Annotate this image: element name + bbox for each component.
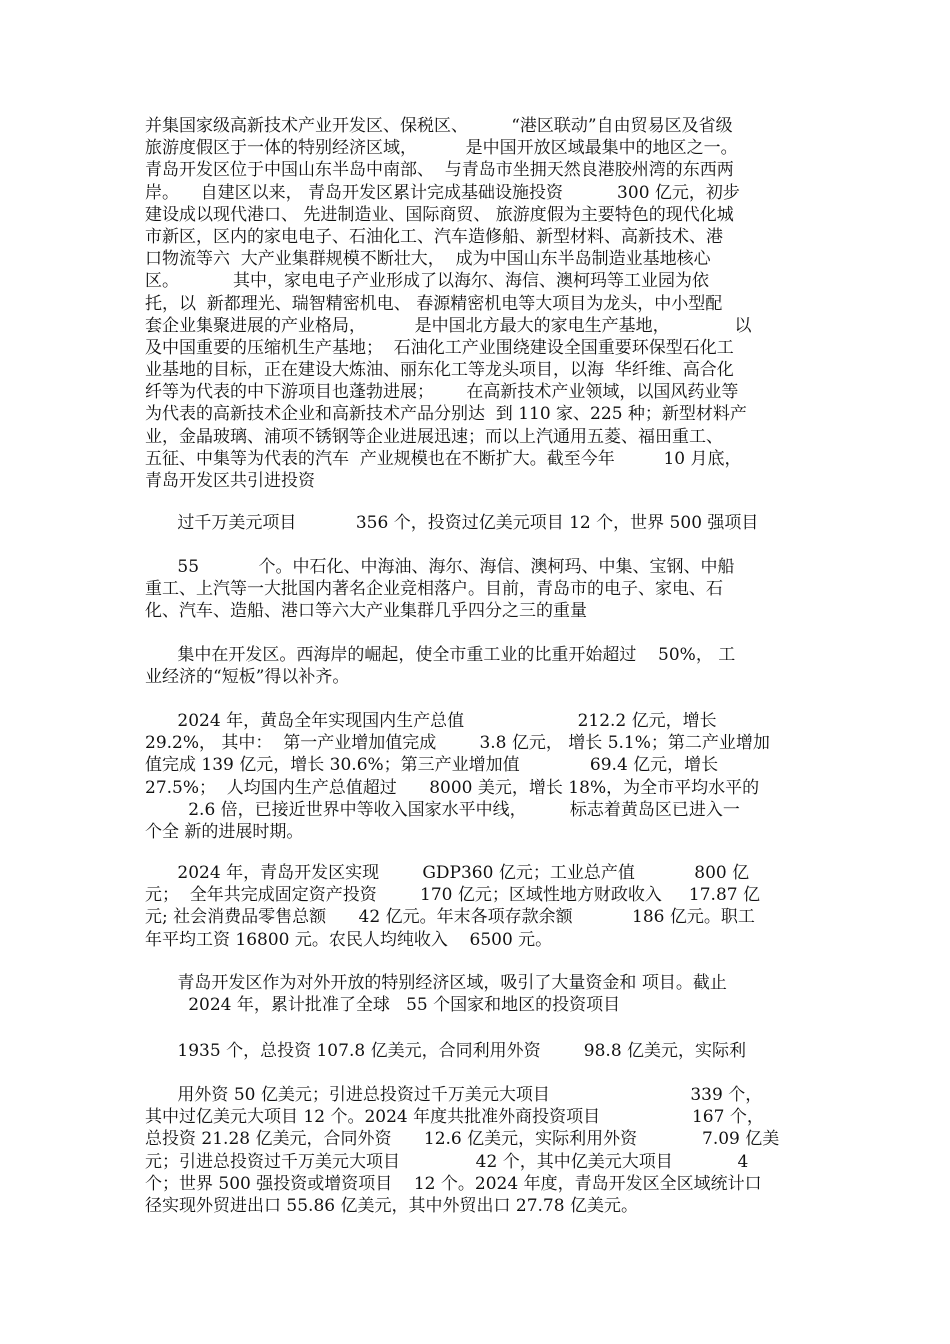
text-line: 岸。 自建区以来， 青岛开发区累计完成基础设施投资 300 亿元，初步: [145, 182, 740, 203]
text-line: 元； 全年共完成固定资产投资 170 亿元；区域性地方财政收入 17.87 亿: [145, 885, 760, 906]
text-line: 重工、上汽等一大批国内著名企业竞相落户。目前，青岛市的电子、家电、石: [145, 579, 723, 600]
text-line: 2024 年，累计批准了全球 55 个国家和地区的投资项目: [145, 995, 621, 1016]
text-line: 径实现外贸进出口 55.86 亿美元，其中外贸出口 27.78 亿美元。: [145, 1195, 638, 1216]
text-line: 个；世界 500 强投资或增资项目 12 个。2024 年度，青岛开发区全区域统计口: [145, 1173, 762, 1194]
text-line: 27.5%； 人均国内生产总值超过 8000 美元，增长 18%，为全市平均水平的: [145, 777, 760, 798]
text-line: 化、汽车、造船、港口等六大产业集群几乎四分之三的重量: [145, 601, 587, 622]
text-line: 五征、中集等为代表的汽车 产业规模也在不断扩大。截至今年 10 月底，: [145, 448, 742, 469]
text-line: 为代表的高新技术企业和高新技术产品分别达 到 110 家、225 种；新型材料产: [145, 404, 747, 425]
text-line: 套企业集聚进展的产业格局， 是中国北方最大的家电生产基地， 以: [145, 315, 752, 336]
text-line: 2.6 倍，已接近世界中等收入国家水平中线， 标志着黄岛区已进入一: [145, 799, 740, 820]
text-line: 元；引进总投资过千万美元大项目 42 个，其中亿美元大项目 4: [145, 1151, 749, 1172]
text-line: 建设成以现代港口、 先进制造业、国际商贸、 旅游度假为主要特色的现代化城: [145, 204, 734, 225]
text-line: 口物流等六 大产业集群规模不断壮大， 成为中国山东半岛制造业基地核心: [145, 249, 711, 270]
text-line: 业，金晶玻璃、浦项不锈钢等企业进展迅速；而以上汽通用五菱、福田重工、: [145, 426, 723, 447]
text-line: 市新区，区内的家电电子、石油化工、汽车造修船、新型材料、高新技术、港: [145, 226, 723, 247]
paragraph-annual-foreign-trade: [145, 1084, 805, 1217]
text-line: 托，以 新都理光、瑞智精密机电、 春源精密机电等大项目为龙头，中小型配: [145, 293, 723, 314]
text-line: 纤等为代表的中下游项目也蓬勃进展； 在高新技术产业领域，以国风药业等: [145, 382, 739, 403]
paragraph-investment-totals: [145, 1040, 805, 1062]
paragraph-projects-count: [145, 512, 805, 534]
text-line: 过千万美元项目 356 个，投资过亿美元项目 12 个，世界 500 强项目: [145, 513, 759, 533]
text-line: 并集国家级高新技术产业开发区、保税区、 “港区联动”自由贸易区及省级: [145, 116, 733, 136]
text-line: 青岛开发区共引进投资: [145, 471, 315, 491]
text-line: 值完成 139 亿元，增长 30.6%；第三产业增加值 69.4 亿元，增长: [145, 755, 719, 776]
paragraph-fortune-500: [145, 556, 805, 623]
text-line: 2024 年，黄岛全年实现国内生产总值 212.2 亿元，增长: [145, 711, 717, 731]
paragraph-heavy-industry: [145, 644, 805, 688]
text-line: 1935 个，总投资 107.8 亿美元，合同利用外资 98.8 亿美元，实际利: [145, 1041, 747, 1061]
text-line: 用外资 50 亿美元；引进总投资过千万美元大项目 339 个，: [145, 1085, 763, 1105]
text-line: 元; 社会消费品零售总额 42 亿元。年末各项存款余额 186 亿元。职工: [145, 907, 755, 928]
paragraph-huangdao-gdp: [145, 710, 805, 843]
text-line: 55 个。中石化、中海油、海尔、海信、澳柯玛、中集、宝钢、中船: [145, 557, 735, 577]
text-line: 旅游度假区于一体的特别经济区域， 是中国开放区域最集中的地区之一。: [145, 138, 738, 159]
text-line: 其中过亿美元大项目 12 个。2024 年度共批准外商投资项目 167 个，: [145, 1107, 764, 1128]
text-line: 及中国重要的压缩机生产基地； 石油化工产业围绕建设全国重要环保型石化工: [145, 337, 734, 358]
text-line: 青岛开发区位于中国山东半岛中南部、 与青岛市坐拥天然良港胶州湾的东西两: [145, 160, 734, 181]
text-line: 业基地的目标，正在建设大炼油、丽东化工等龙头项目，以海 华纤维、高合化: [145, 360, 734, 381]
paragraph-foreign-investment: [145, 972, 805, 1016]
text-line: 个全 新的进展时期。: [145, 821, 304, 842]
text-line: 2024 年，青岛开发区实现 GDP360 亿元；工业总产值 800 亿: [145, 863, 750, 883]
paragraph-development-zone-overview: [145, 115, 805, 492]
text-line: 青岛开发区作为对外开放的特别经济区域，吸引了大量资金和 项目。截止: [145, 973, 727, 993]
paragraph-zone-economy: [145, 862, 805, 951]
text-line: 年平均工资 16800 元。农民人均纯收入 6500 元。: [145, 929, 553, 950]
text-line: 业经济的“短板”得以补齐。: [145, 667, 350, 688]
text-line: 集中在开发区。西海岸的崛起，使全市重工业的比重开始超过 50%， 工: [145, 645, 736, 665]
text-line: 区。 其中，家电电子产业形成了以海尔、海信、澳柯玛等工业园为依: [145, 271, 710, 292]
text-line: 29.2%， 其中： 第一产业增加值完成 3.8 亿元， 增长 5.1%；第二产业增加: [145, 733, 770, 754]
text-line: 总投资 21.28 亿美元，合同外资 12.6 亿美元，实际利用外资 7.09 亿美: [145, 1129, 780, 1150]
